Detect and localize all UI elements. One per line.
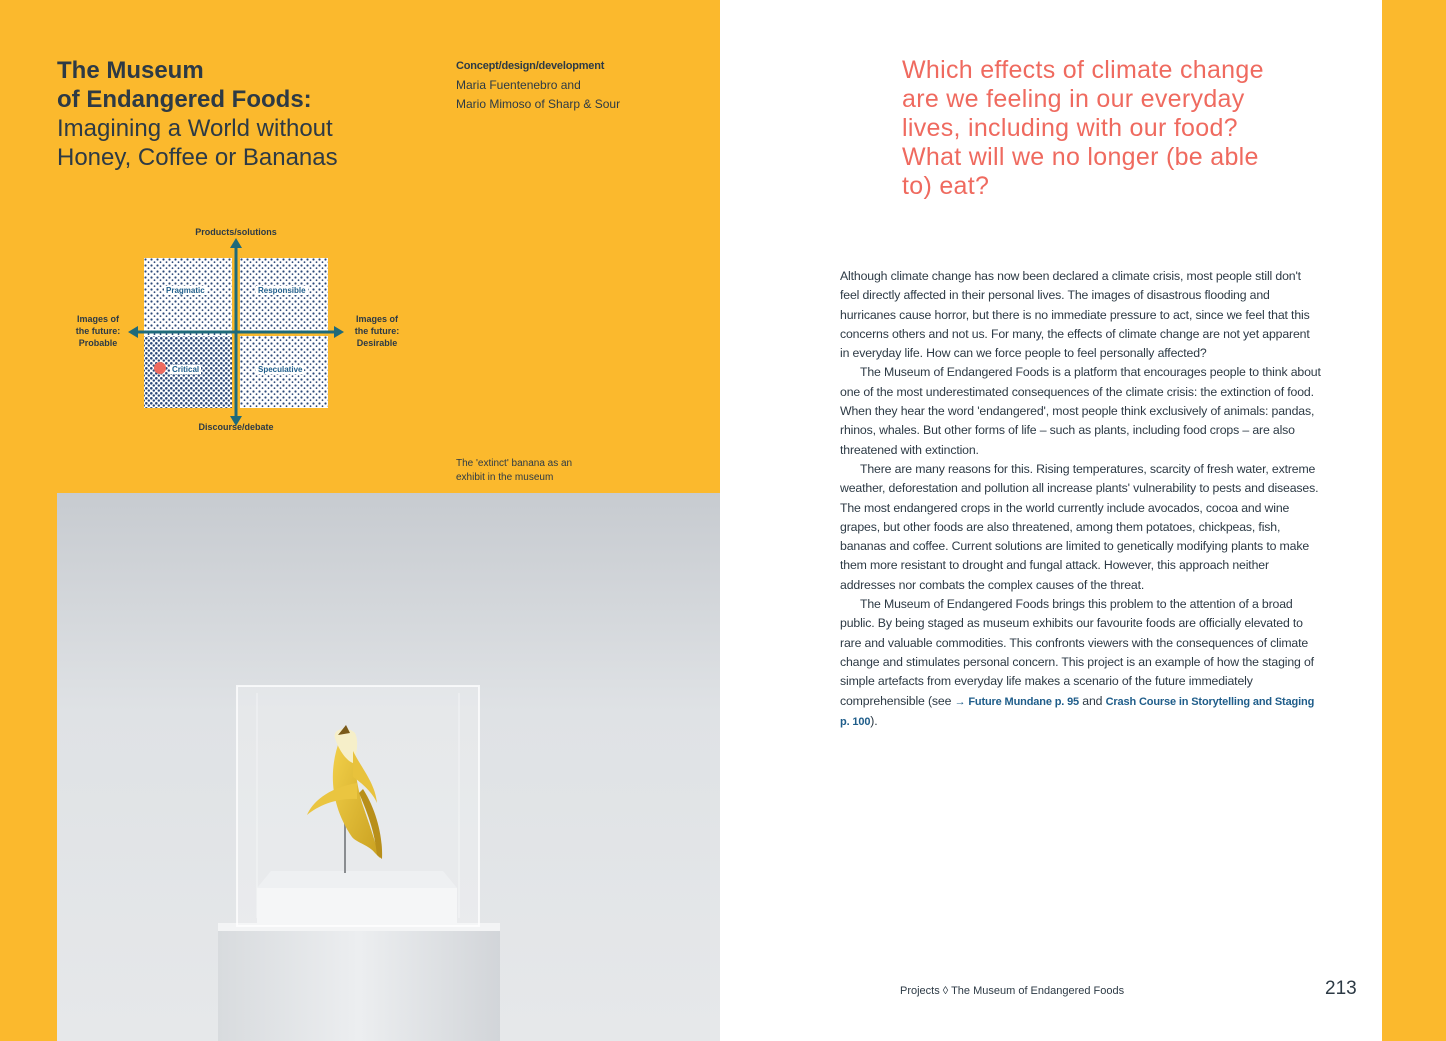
arrow-up-icon bbox=[230, 238, 242, 248]
display-base bbox=[257, 888, 457, 924]
body-paragraph-2: The Museum of Endangered Foods is a platform that encourages people to think about one of the most underestimated consequences of the climate crisis: the extinction of food. When they hear the word 'endangered', most people think exclusively of animals: pandas, rhinos, whales. But other forms of life – such as plants, including food crops – are also threatened with extinction. bbox=[840, 365, 1321, 457]
question-line-3: lives, including with our food? bbox=[902, 114, 1238, 142]
reference-future-mundane[interactable]: → Future Mundane p. 95 bbox=[954, 695, 1080, 708]
quadrant-critical: Critical bbox=[172, 365, 200, 374]
caption-line-2: exhibit in the museum bbox=[456, 472, 554, 483]
quadrant-top-right-bg bbox=[240, 258, 328, 332]
pedestal bbox=[218, 928, 500, 1041]
question-heading bbox=[902, 56, 1342, 201]
reference-crash-course[interactable]: Crash Course in Storytelling and Staging p. 100 bbox=[840, 695, 1315, 728]
title-line-1: The Museum bbox=[57, 57, 204, 84]
title-line-2: of Endangered Foods: bbox=[57, 86, 312, 113]
credits-line-2: Mario Mimoso of Sharp & Sour bbox=[456, 97, 621, 111]
body-paragraph-4: The Museum of Endangered Foods brings this problem to the attention of a broad public. By being staged as museum exhibits our favourite foods are officially elevated to rare and valuable commodities. This confronts viewers with the consequences of climate change and stimulates personal concern. This project is an example of how the staging of simple artefacts from everyday life makes a scenario of the future immediately comprehensible (see → Future Mundane p. 95 and Crash Course in Storytelling and Staging p. 100). bbox=[840, 597, 1315, 728]
highlight-dot-icon bbox=[154, 362, 166, 374]
body-paragraph-1: Although climate change has now been declared a climate crisis, most people still don't feel directly affected in their personal lives. The images of disastrous flooding and hurricanes cause horror, but there is no immediate pressure to act, since we feel that this concerns others and not us. For many, the effects of climate change are not yet apparent in everyday life. How can we force people to feel personally affected? bbox=[840, 269, 1310, 361]
question-line-4: What will we no longer (be able bbox=[902, 143, 1259, 171]
title-line-4: Honey, Coffee or Bananas bbox=[57, 144, 338, 171]
futures-diagram bbox=[60, 222, 420, 437]
question-line-1: Which effects of climate change bbox=[902, 56, 1264, 84]
article-title bbox=[57, 56, 437, 172]
credits-heading: Concept/design/development bbox=[456, 60, 605, 72]
photo-caption bbox=[456, 457, 636, 485]
credits bbox=[456, 57, 696, 114]
axis-bottom-label: Discourse/debate bbox=[198, 422, 274, 432]
caption-line-1: The 'extinct' banana as an bbox=[456, 458, 573, 469]
question-line-2: are we feeling in our everyday bbox=[902, 85, 1245, 113]
credits-line-1: Maria Fuentenebro and bbox=[456, 78, 581, 92]
axis-top-label: Products/solutions bbox=[195, 227, 277, 237]
quadrant-responsible: Responsible bbox=[258, 286, 306, 295]
question-line-5: to) eat? bbox=[902, 172, 990, 200]
banana-exhibit-illustration bbox=[57, 493, 720, 1041]
quadrant-speculative: Speculative bbox=[258, 365, 303, 374]
axis-right-label: Images of the future: Desirable bbox=[354, 314, 400, 348]
banana-exhibit-photo bbox=[57, 493, 720, 1041]
page-number: 213 bbox=[1325, 978, 1357, 999]
page-edge-strip bbox=[1382, 0, 1446, 1041]
title-line-3: Imagining a World without bbox=[57, 115, 333, 142]
running-footer: Projects ◊ The Museum of Endangered Foods bbox=[900, 985, 1125, 997]
body-text bbox=[840, 267, 1322, 732]
body-paragraph-3: There are many reasons for this. Rising temperatures, scarcity of fresh water, extreme weather, deforestation and pollution all increase plants' vulnerability to pests and diseases. The most endangered crops in the world currently include avocados, cocoa and wine grapes, but other foods are also threatened, among them potatoes, chickpeas, fish, bananas and coffee. Current solutions are limited to genetically modifying plants to make them more resistant to drought and fungal attack. However, this approach neither addresses nor combats the complex causes of the threat. bbox=[840, 461, 1319, 592]
quadrant-pragmatic: Pragmatic bbox=[166, 286, 205, 295]
axis-left-label: Images of the future: Probable bbox=[75, 314, 121, 348]
